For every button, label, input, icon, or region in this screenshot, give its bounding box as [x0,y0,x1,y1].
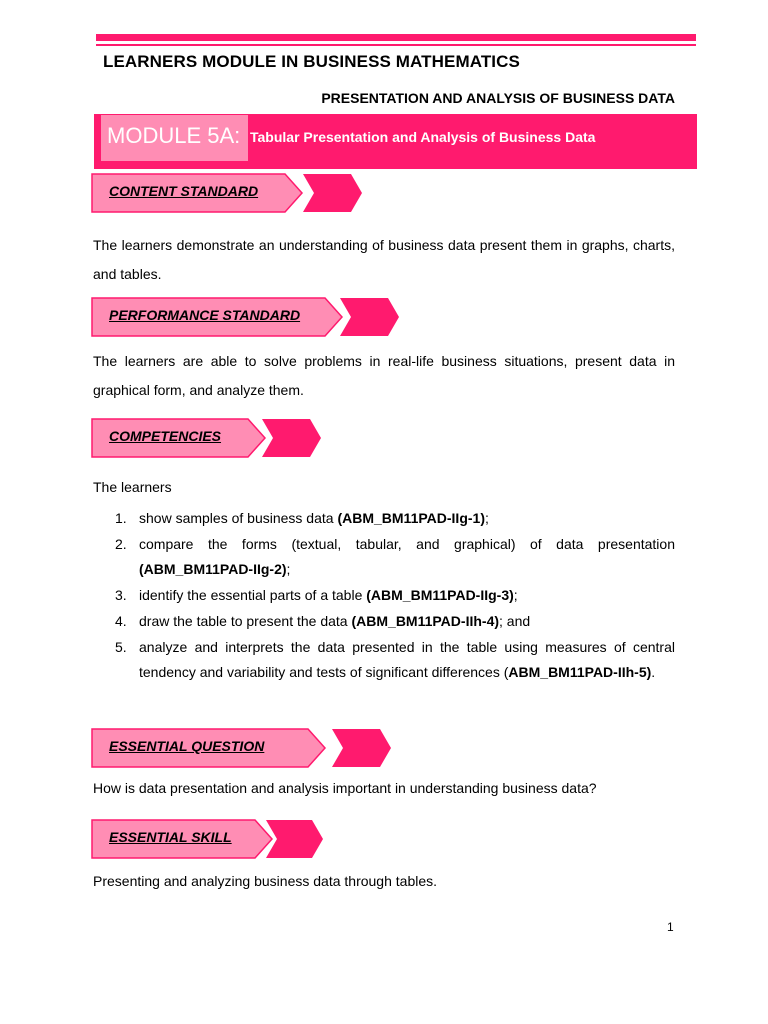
list-item [93,635,675,685]
list-text: draw the table to present the data [139,613,352,629]
essential-question-text: How is data presentation and analysis important in understanding business data? [93,780,597,796]
section-label: PERFORMANCE STANDARD [109,307,301,323]
content-standard-text: The learners demonstrate an understanding of business data present them in graphs, charts, and tables. [93,237,675,282]
section-label: ESSENTIAL SKILL [109,829,232,845]
list-tail: ; and [499,613,531,629]
list-item [93,609,675,634]
list-tail: . [651,664,656,680]
competency-code: ABM_BM11PAD-IIh-5) [508,664,652,680]
essential-skill-text: Presenting and analyzing business data through tables. [93,873,438,889]
section-tag-performance-standard [92,297,402,335]
list-number: 2. [115,536,127,552]
section-tag-content-standard [92,173,364,211]
competency-code: (ABM_BM11PAD-IIh-4) [351,613,500,629]
document-title: LEARNERS MODULE IN BUSINESS MATHEMATICS [103,52,520,71]
section-tag-essential-question [92,728,394,766]
page-number: 1 [667,920,674,934]
competency-code: (ABM_BM11PAD-IIg-2) [139,561,287,577]
section-label: ESSENTIAL QUESTION [109,738,265,754]
list-number: 1. [115,510,127,526]
list-tail: ; [286,561,291,577]
list-tail: ; [484,510,489,526]
module-title: Tabular Presentation and Analysis of Business Data [250,129,596,145]
module-code: MODULE 5A: [107,123,241,148]
section-tag-essential-skill [92,819,326,857]
list-text: show samples of business data [139,510,338,526]
section-label: COMPETENCIES [109,428,222,444]
list-tail: ; [513,587,518,603]
competencies-list [93,506,675,685]
list-text: analyze and interprets the data presented in the table using measures of central tendency and variability and tests of significant differences ( [139,639,675,680]
competency-code: (ABM_BM11PAD-IIg-1) [337,510,485,526]
competencies-intro: The learners [93,479,172,495]
list-item [93,583,675,608]
document-subtitle: PRESENTATION AND ANALYSIS OF BUSINESS DATA [321,90,675,106]
list-number: 5. [115,639,127,655]
section-tag-competencies [92,418,324,456]
list-item [93,532,675,582]
list-text: identify the essential parts of a table [139,587,367,603]
competency-code: (ABM_BM11PAD-IIg-3) [366,587,514,603]
header-rule-thick [96,34,696,41]
section-label: CONTENT STANDARD [109,183,259,199]
performance-standard-text: The learners are able to solve problems in real-life business situations, present data in graphical form, and analyze them. [93,353,675,398]
list-text: compare the forms (textual, tabular, and graphical) of data presentation [139,536,675,552]
list-item [93,506,675,531]
header-rule-thin [96,44,696,46]
list-number: 4. [115,613,127,629]
list-number: 3. [115,587,127,603]
